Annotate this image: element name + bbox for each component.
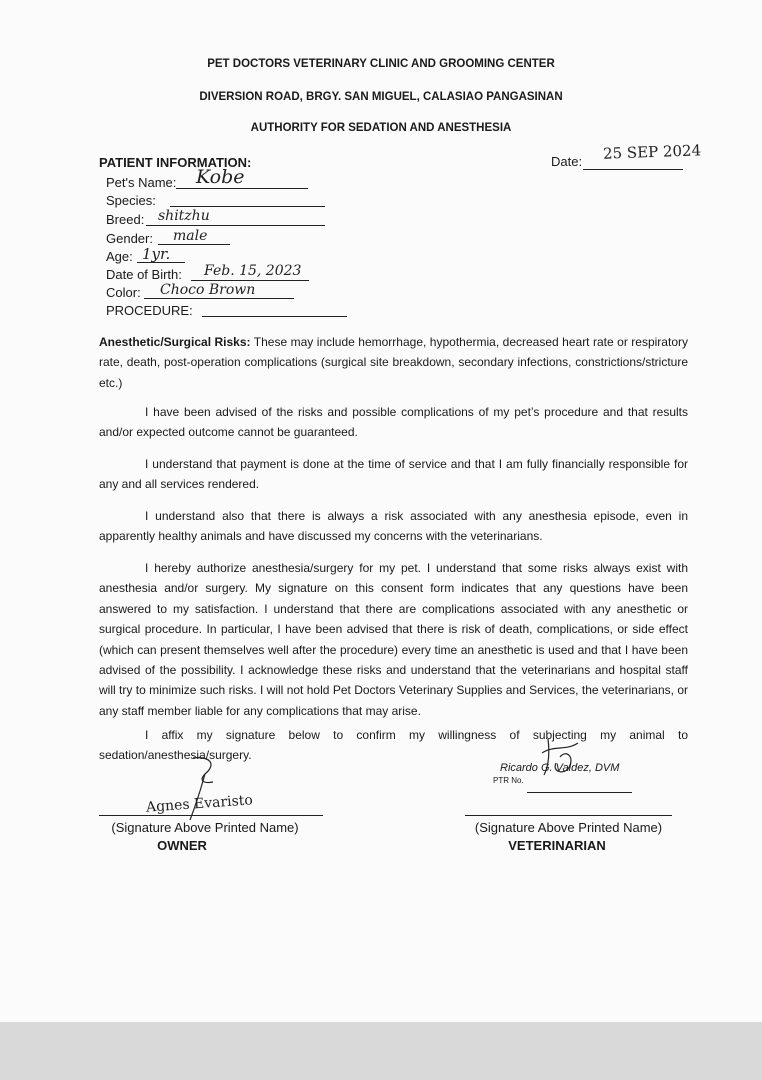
breed-value: shitzhu	[158, 208, 210, 224]
gender-value: male	[173, 228, 208, 244]
pet-name-line	[176, 188, 308, 189]
form-title: AUTHORITY FOR SEDATION AND ANESTHESIA	[250, 122, 512, 134]
color-line	[144, 298, 294, 299]
owner-role: OWNER	[157, 838, 207, 853]
dob-line	[191, 280, 309, 281]
vet-caption: (Signature Above Printed Name)	[474, 820, 663, 835]
advised-paragraph: I have been advised of the risks and possible complications of my pet’s procedure and that results and/or expected outcome cannot be guaranteed.	[99, 405, 688, 440]
clinic-name: PET DOCTORS VETERINARY CLINIC AND GROOMING CENTER	[207, 58, 555, 70]
vet-role: VETERINARIAN	[508, 838, 606, 853]
dob-value: Feb. 15, 2023	[204, 263, 302, 279]
pet-name-label: Pet's Name:	[106, 175, 177, 190]
owner-caption: (Signature Above Printed Name)	[111, 820, 299, 835]
date-value: 25 SEP 2024	[602, 141, 702, 163]
breed-line	[146, 225, 325, 226]
owner-signature-line	[99, 815, 323, 816]
risks-heading: Anesthetic/Surgical Risks:	[99, 335, 251, 349]
ptr-label: PTR No.	[493, 776, 524, 785]
clinic-address: DIVERSION ROAD, BRGY. SAN MIGUEL, CALASIAO PANGASINAN	[199, 91, 563, 103]
payment-paragraph: I understand that payment is done at the time of service and that I am fully financially responsible for any and all services rendered.	[99, 457, 688, 492]
breed-label: Breed:	[106, 212, 145, 227]
risks-paragraph	[99, 332, 688, 393]
vet-stamp-name: Ricardo G. Valdez, DVM	[500, 762, 620, 774]
species-label: Species:	[106, 193, 156, 208]
species-line	[170, 206, 325, 207]
gender-label: Gender:	[106, 231, 153, 246]
patient-info-heading: PATIENT INFORMATION:	[99, 155, 252, 170]
owner-printed-name: Agnes Evaristo	[145, 792, 254, 816]
authorization-paragraph: I hereby authorize anesthesia/surgery for my pet. I understand that some risks always exist with anesthesia and/or surgery. My signature on this consent form indicates that any questions have been answered to my satisfaction. I understand that there are complications associated with any anesthetic or surgical procedure. In particular, I have been advised that there is risk of death, complications, or side effect (which can present themselves well after the procedure) every time an anesthetic is used and that I have been advised of the possibility. I acknowledge these risks and understand that the veterinarians and hospital staff will try to minimize such risks. I will not hold Pet Doctors Veterinary Supplies and Services, the veterinarians, or any staff member liable for any complications that may arise.	[99, 561, 688, 718]
procedure-label: PROCEDURE:	[106, 303, 193, 318]
pet-name-value: Kobe	[196, 166, 245, 188]
affix-signature-paragraph: I affix my signature below to confirm my willingness of subjecting my animal to sedation/anesthesia/surgery.	[99, 728, 688, 763]
date-line	[583, 168, 683, 170]
age-label: Age:	[106, 249, 133, 264]
date-label: Date:	[551, 154, 583, 169]
dob-label: Date of Birth:	[106, 267, 182, 282]
color-label: Color:	[106, 285, 141, 300]
color-value: Choco Brown	[160, 282, 256, 298]
risk-episode-paragraph: I understand also that there is always a risk associated with any anesthesia episode, even in apparently healthy animals and have discussed my concerns with the veterinarians.	[99, 509, 688, 544]
age-value: 1yr.	[142, 245, 171, 263]
vet-signature-line	[465, 815, 672, 816]
risks-text: These may include hemorrhage, hypothermia, decreased heart rate or respiratory rate, death, post-operation complications (surgical site breakdown, secondary infections, constrictions/stricture etc.)	[99, 335, 688, 390]
procedure-line	[202, 316, 347, 317]
ptr-line	[527, 792, 632, 793]
